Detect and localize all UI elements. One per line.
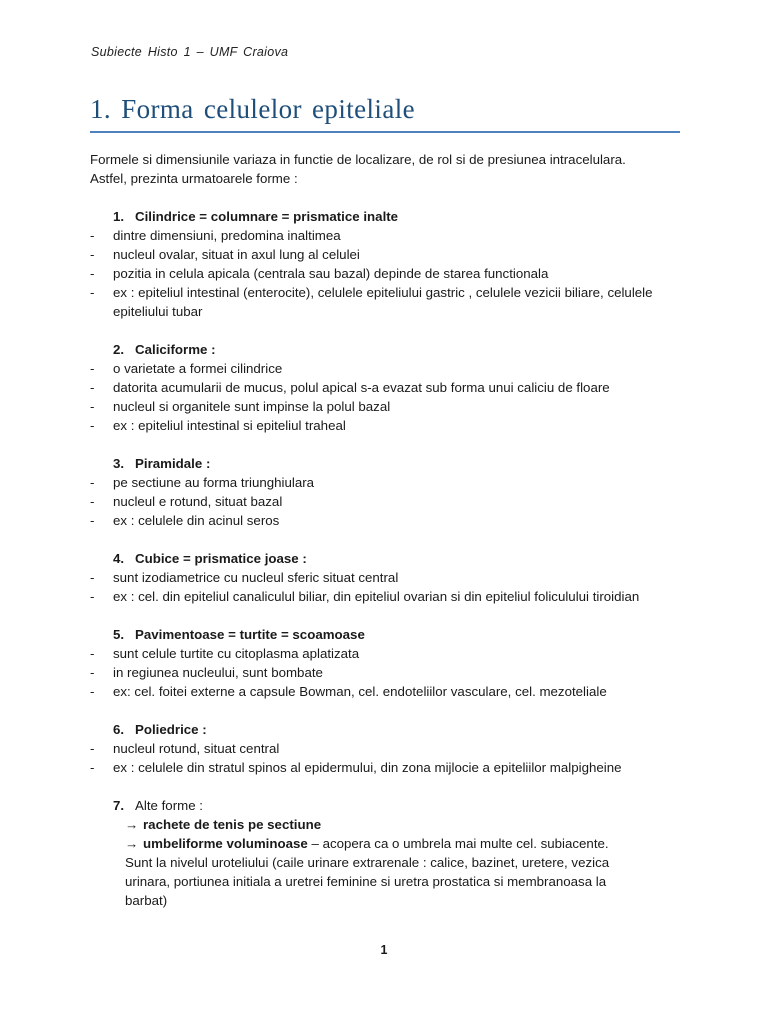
running-header: Subiecte Histo 1 – UMF Craiova: [91, 45, 289, 59]
section-alte-forme: [90, 796, 690, 910]
list-item-text: ex : celulele din acinul seros: [113, 513, 280, 528]
dash-bullet-icon: -: [90, 684, 95, 699]
list-item: [90, 587, 690, 606]
intro-paragraph: [90, 150, 690, 188]
right-arrow-icon: →: [125, 836, 139, 851]
list-item-text: datorita acumularii de mucus, polul apical s-a evazat sub forma unui caliciu de floare: [113, 380, 610, 395]
section-number: 4.: [113, 551, 125, 566]
list-item: [90, 739, 690, 758]
list-item: [90, 473, 690, 492]
section-cubice: [90, 549, 690, 606]
page-number: 1: [380, 943, 388, 957]
arrow-item-term: rachete de tenis pe sectiune: [143, 817, 322, 832]
dash-bullet-icon: -: [90, 247, 95, 262]
list-item-text: dintre dimensiuni, predomina inaltimea: [113, 228, 341, 243]
document-title: 1. Forma celulelor epiteliale: [90, 94, 415, 124]
bullet-list: [90, 226, 690, 321]
list-item-text: sunt izodiametrice cu nucleul sferic situat central: [113, 570, 399, 585]
section-heading-label: Poliedrice :: [135, 722, 207, 737]
section-number: 3.: [113, 456, 125, 471]
section-heading-label: Cubice = prismatice joase :: [135, 551, 307, 566]
list-item: [90, 378, 690, 397]
dash-bullet-icon: -: [90, 380, 95, 395]
list-item: [90, 283, 690, 321]
list-item-text: nucleul ovalar, situat in axul lung al celulei: [113, 247, 360, 262]
dash-bullet-icon: -: [90, 570, 95, 585]
list-item: [90, 492, 690, 511]
list-item: [90, 511, 690, 530]
list-item: [90, 245, 690, 264]
list-item: [90, 758, 690, 777]
section-heading: [90, 340, 690, 359]
section-heading: [90, 720, 690, 739]
dash-bullet-icon: -: [90, 399, 95, 414]
arrow-list-item: [125, 815, 690, 834]
list-item: [90, 397, 690, 416]
section-heading: [90, 796, 690, 815]
dash-bullet-icon: -: [90, 646, 95, 661]
section-cilindrice: [90, 207, 690, 321]
arrow-list: [90, 815, 690, 853]
list-item-text: o varietate a formei cilindrice: [113, 361, 283, 376]
list-item-text: ex : epiteliul intestinal (enterocite), celulele epiteliului gastric , celulele vezicii biliare, celulele epiteliului tubar: [113, 285, 653, 319]
list-item: [90, 359, 690, 378]
section-heading: [90, 625, 690, 644]
dash-bullet-icon: -: [90, 760, 95, 775]
section-caliciforme: [90, 340, 690, 435]
bullet-list: [90, 359, 690, 435]
dash-bullet-icon: -: [90, 741, 95, 756]
right-arrow-icon: →: [125, 817, 139, 832]
section-heading-label: Cilindrice = columnare = prismatice inalte: [135, 209, 399, 224]
section-number: 5.: [113, 627, 125, 642]
section-number: 1.: [113, 209, 125, 224]
bullet-list: [90, 473, 690, 530]
dash-bullet-icon: -: [90, 665, 95, 680]
section-heading-label: Alte forme :: [135, 798, 203, 813]
list-item-text: nucleul e rotund, situat bazal: [113, 494, 283, 509]
dash-bullet-icon: -: [90, 266, 95, 281]
section-heading: [90, 549, 690, 568]
bullet-list: [90, 739, 690, 777]
bullet-list: [90, 644, 690, 701]
list-item-text: ex: cel. foitei externe a capsule Bowman, cel. endoteliilor vasculare, cel. mezoteliale: [113, 684, 607, 699]
section-heading-label: Piramidale :: [135, 456, 211, 471]
dash-bullet-icon: -: [90, 589, 95, 604]
dash-bullet-icon: -: [90, 513, 95, 528]
dash-bullet-icon: -: [90, 475, 95, 490]
list-item-text: ex : celulele din stratul spinos al epidermului, din zona mijlocie a epiteliilor malpigheine: [113, 760, 622, 775]
list-item: [90, 226, 690, 245]
section-number: 2.: [113, 342, 125, 357]
list-item: [90, 568, 690, 587]
intro-line: Astfel, prezinta urmatoarele forme :: [90, 171, 298, 186]
section-poliedrice: [90, 720, 690, 777]
list-item: [90, 682, 690, 701]
section-piramidale: [90, 454, 690, 530]
list-item-text: pozitia in celula apicala (centrala sau bazal) depinde de starea functionala: [113, 266, 549, 281]
list-item: [90, 264, 690, 283]
dash-bullet-icon: -: [90, 494, 95, 509]
dash-bullet-icon: -: [90, 285, 95, 300]
dash-bullet-icon: -: [90, 418, 95, 433]
list-item-text: nucleul si organitele sunt impinse la polul bazal: [113, 399, 391, 414]
bullet-list: [90, 568, 690, 606]
arrow-item-rest: – acopera ca o umbrela mai multe cel. subiacente.: [307, 836, 609, 851]
section-number: 7.: [113, 798, 125, 813]
section-pavimentoase: [90, 625, 690, 701]
section-heading: [90, 454, 690, 473]
list-item-text: ex : epiteliul intestinal si epiteliul traheal: [113, 418, 346, 433]
section-heading-label: Pavimentoase = turtite = scoamoase: [135, 627, 365, 642]
dash-bullet-icon: -: [90, 228, 95, 243]
list-item-text: nucleul rotund, situat central: [113, 741, 280, 756]
list-item: [90, 663, 690, 682]
list-item-text: in regiunea nucleului, sunt bombate: [113, 665, 323, 680]
document-body: [90, 150, 690, 910]
list-item-text: pe sectiune au forma triunghiulara: [113, 475, 315, 490]
section-number: 6.: [113, 722, 125, 737]
list-item: [90, 416, 690, 435]
arrow-item-term: umbeliforme voluminoase: [143, 836, 308, 851]
title-underline-rule: [90, 131, 680, 133]
arrow-list-item: [125, 834, 690, 853]
list-item-text: ex : cel. din epiteliul canaliculul biliar, din epiteliul ovarian si din epiteliul foliculului tiroidian: [113, 589, 640, 604]
list-item: [90, 644, 690, 663]
list-item-text: sunt celule turtite cu citoplasma aplatizata: [113, 646, 360, 661]
section-heading: [90, 207, 690, 226]
uroteliu-paragraph: Sunt la nivelul uroteliului (caile urinare extrarenale : calice, bazinet, uretere, vezica urinara, portiunea initiala a uretrei feminine si uretra prostatica si membranoasa la barbat): [125, 855, 610, 908]
section-heading-label: Caliciforme :: [135, 342, 216, 357]
dash-bullet-icon: -: [90, 361, 95, 376]
intro-line: Formele si dimensiunile variaza in functie de localizare, de rol si de presiunea intracelulara.: [90, 152, 626, 167]
